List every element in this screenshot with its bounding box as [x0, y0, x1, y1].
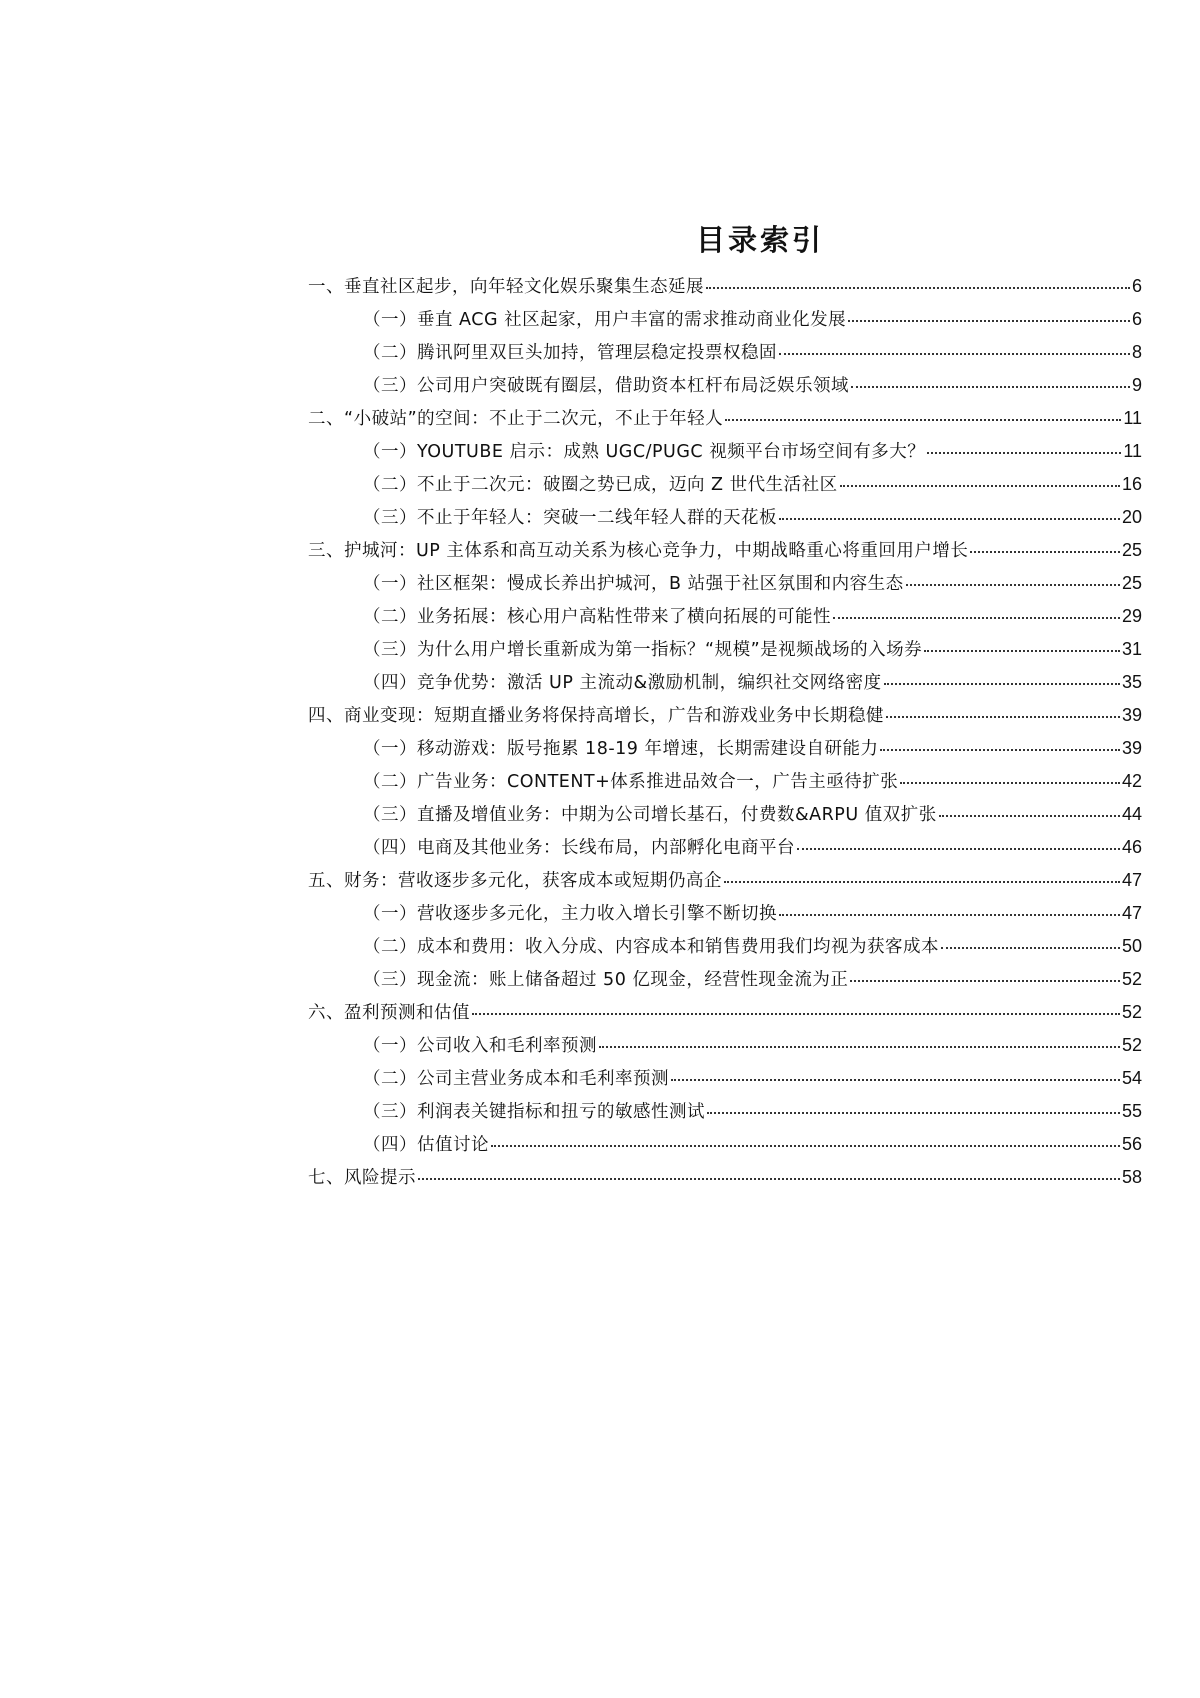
dot-leader — [797, 848, 1120, 850]
dot-leader — [599, 1046, 1120, 1048]
toc-entry-page-number: 25 — [1121, 540, 1142, 560]
dot-leader — [970, 551, 1120, 553]
toc-entry-label: （二）广告业务：CONTENT+体系推进品效合一，广告主亟待扩张 — [363, 772, 899, 792]
dot-leader — [906, 584, 1120, 586]
toc-entry-page-number: 31 — [1121, 639, 1142, 659]
dot-leader — [779, 914, 1120, 916]
toc-entry-page-number: 25 — [1121, 573, 1142, 593]
toc-entry-label: （一）营收逐步多元化，主力收入增长引擎不断切换 — [363, 904, 777, 924]
toc-section-entry[interactable] — [308, 867, 1142, 900]
toc-section-entry[interactable] — [308, 702, 1142, 735]
dot-leader — [886, 716, 1120, 718]
toc-entry-page-number: 54 — [1121, 1068, 1142, 1088]
dot-leader — [833, 617, 1120, 619]
toc-entry-label: （二）公司主营业务成本和毛利率预测 — [363, 1069, 669, 1089]
toc-section-entry[interactable] — [308, 537, 1142, 570]
toc-subsection-entry[interactable] — [308, 306, 1142, 339]
toc-entry-label: 六、盈利预测和估值 — [308, 1003, 470, 1023]
dot-leader — [671, 1079, 1120, 1081]
toc-entry-page-number: 50 — [1121, 936, 1142, 956]
dot-leader — [707, 1112, 1120, 1114]
dot-leader — [939, 815, 1120, 817]
toc-subsection-entry[interactable] — [308, 834, 1142, 867]
toc-subsection-entry[interactable] — [308, 933, 1142, 966]
toc-entry-label: （三）现金流：账上储备超过 50 亿现金，经营性现金流为正 — [363, 970, 849, 990]
dot-leader — [848, 320, 1130, 322]
toc-subsection-entry[interactable] — [308, 438, 1142, 471]
toc-entry-label: 七、风险提示 — [308, 1168, 416, 1188]
toc-subsection-entry[interactable] — [308, 339, 1142, 372]
toc-entry-page-number: 47 — [1121, 870, 1142, 890]
dot-leader — [927, 452, 1121, 454]
toc-entry-label: （三）利润表关键指标和扭亏的敏感性测试 — [363, 1102, 705, 1122]
toc-entry-label: （一）YOUTUBE 启示：成熟 UGC/PUGC 视频平台市场空间有多大？ — [363, 442, 926, 462]
toc-subsection-entry[interactable] — [308, 669, 1142, 702]
toc-section-entry[interactable] — [308, 405, 1142, 438]
toc-entry-page-number: 46 — [1121, 837, 1142, 857]
toc-subsection-entry[interactable] — [308, 603, 1142, 636]
toc-subsection-entry[interactable] — [308, 900, 1142, 933]
toc-entry-label: 三、护城河：UP 主体系和高互动关系为核心竞争力，中期战略重心将重回用户增长 — [308, 541, 969, 561]
toc-entry-label: 二、“小破站”的空间：不止于二次元，不止于年轻人 — [308, 409, 724, 429]
dot-leader — [941, 947, 1120, 949]
toc-section-entry[interactable] — [308, 273, 1142, 306]
dot-leader — [779, 518, 1120, 520]
toc-entry-page-number: 9 — [1131, 375, 1142, 395]
dot-leader — [880, 749, 1119, 751]
toc-subsection-entry[interactable] — [308, 966, 1142, 999]
page-title: 目录索引 — [695, 223, 824, 257]
toc-subsection-entry[interactable] — [308, 1098, 1142, 1131]
toc-entry-page-number: 16 — [1121, 474, 1142, 494]
dot-leader — [724, 881, 1120, 883]
toc-entry-label: （二）成本和费用：收入分成、内容成本和销售费用我们均视为获客成本 — [363, 937, 939, 957]
toc-entry-page-number: 39 — [1121, 705, 1142, 725]
dot-leader — [779, 353, 1130, 355]
toc-subsection-entry[interactable] — [308, 801, 1142, 834]
toc-entry-label: （一）公司收入和毛利率预测 — [363, 1036, 597, 1056]
toc-entry-page-number: 44 — [1121, 804, 1142, 824]
toc-entry-page-number: 35 — [1121, 672, 1142, 692]
toc-entry-label: （三）为什么用户增长重新成为第一指标？“规模”是视频战场的入场券 — [363, 640, 923, 660]
toc-entry-label: （三）公司用户突破既有圈层，借助资本杠杆布局泛娱乐领域 — [363, 376, 849, 396]
dot-leader — [851, 386, 1130, 388]
toc-entry-label: （二）腾讯阿里双巨头加持，管理层稳定投票权稳固 — [363, 343, 777, 363]
dot-leader — [924, 650, 1120, 652]
dot-leader — [840, 485, 1120, 487]
toc-entry-page-number: 55 — [1121, 1101, 1142, 1121]
toc-entry-page-number: 11 — [1123, 408, 1142, 428]
toc-entry-label: （三）直播及增值业务：中期为公司增长基石，付费数&ARPU 值双扩张 — [363, 805, 937, 825]
toc-subsection-entry[interactable] — [308, 768, 1142, 801]
toc-entry-page-number: 20 — [1121, 507, 1142, 527]
toc-entry-label: 四、商业变现：短期直播业务将保持高增长，广告和游戏业务中长期稳健 — [308, 706, 884, 726]
toc-entry-label: （二）业务拓展：核心用户高粘性带来了横向拓展的可能性 — [363, 607, 831, 627]
dot-leader — [472, 1013, 1120, 1015]
toc-entry-page-number: 47 — [1121, 903, 1142, 923]
toc-entry-page-number: 42 — [1121, 771, 1142, 791]
toc-entry-page-number: 52 — [1121, 1035, 1142, 1055]
toc-entry-label: 五、财务：营收逐步多元化，获客成本或短期仍高企 — [308, 871, 722, 891]
toc-subsection-entry[interactable] — [308, 1065, 1142, 1098]
toc-entry-label: 一、垂直社区起步，向年轻文化娱乐聚集生态延展 — [308, 277, 704, 297]
toc-section-entry[interactable] — [308, 999, 1142, 1032]
toc-entry-label: （四）估值讨论 — [363, 1135, 489, 1155]
dot-leader — [884, 683, 1120, 685]
toc-entry-page-number: 52 — [1121, 1002, 1142, 1022]
toc-entry-page-number: 6 — [1131, 276, 1142, 296]
dot-leader — [706, 287, 1130, 289]
toc-section-entry[interactable] — [308, 1164, 1142, 1197]
toc-subsection-entry[interactable] — [308, 372, 1142, 405]
dot-leader — [418, 1178, 1120, 1180]
toc-subsection-entry[interactable] — [308, 504, 1142, 537]
toc-subsection-entry[interactable] — [308, 471, 1142, 504]
toc-entry-label: （二）不止于二次元：破圈之势已成，迈向 Z 世代生活社区 — [363, 475, 838, 495]
toc-subsection-entry[interactable] — [308, 636, 1142, 669]
toc-subsection-entry[interactable] — [308, 570, 1142, 603]
toc-entry-label: （四）竞争优势：激活 UP 主流动&激励机制，编织社交网络密度 — [363, 673, 882, 693]
toc-entry-label: （一）移动游戏：版号拖累 18-19 年增速，长期需建设自研能力 — [363, 739, 879, 759]
toc-entry-label: （四）电商及其他业务：长线布局，内部孵化电商平台 — [363, 838, 795, 858]
toc-entry-page-number: 8 — [1131, 342, 1142, 362]
toc-entry-page-number: 39 — [1121, 738, 1142, 758]
toc-subsection-entry[interactable] — [308, 735, 1142, 768]
dot-leader — [850, 980, 1120, 982]
toc-entry-page-number: 11 — [1123, 441, 1142, 461]
toc-entry-page-number: 6 — [1131, 309, 1142, 329]
toc-entry-page-number: 29 — [1121, 606, 1142, 626]
toc-entry-page-number: 56 — [1121, 1134, 1142, 1154]
dot-leader — [725, 419, 1121, 421]
table-of-contents — [308, 273, 1142, 1197]
toc-entry-page-number: 52 — [1121, 969, 1142, 989]
toc-entry-page-number: 58 — [1121, 1167, 1142, 1187]
toc-subsection-entry[interactable] — [308, 1032, 1142, 1065]
toc-subsection-entry[interactable] — [308, 1131, 1142, 1164]
dot-leader — [900, 782, 1120, 784]
toc-entry-label: （一）垂直 ACG 社区起家，用户丰富的需求推动商业化发展 — [363, 310, 847, 330]
toc-entry-label: （三）不止于年轻人：突破一二线年轻人群的天花板 — [363, 508, 777, 528]
dot-leader — [491, 1145, 1120, 1147]
toc-entry-label: （一）社区框架：慢成长养出护城河，B 站强于社区氛围和内容生态 — [363, 574, 904, 594]
